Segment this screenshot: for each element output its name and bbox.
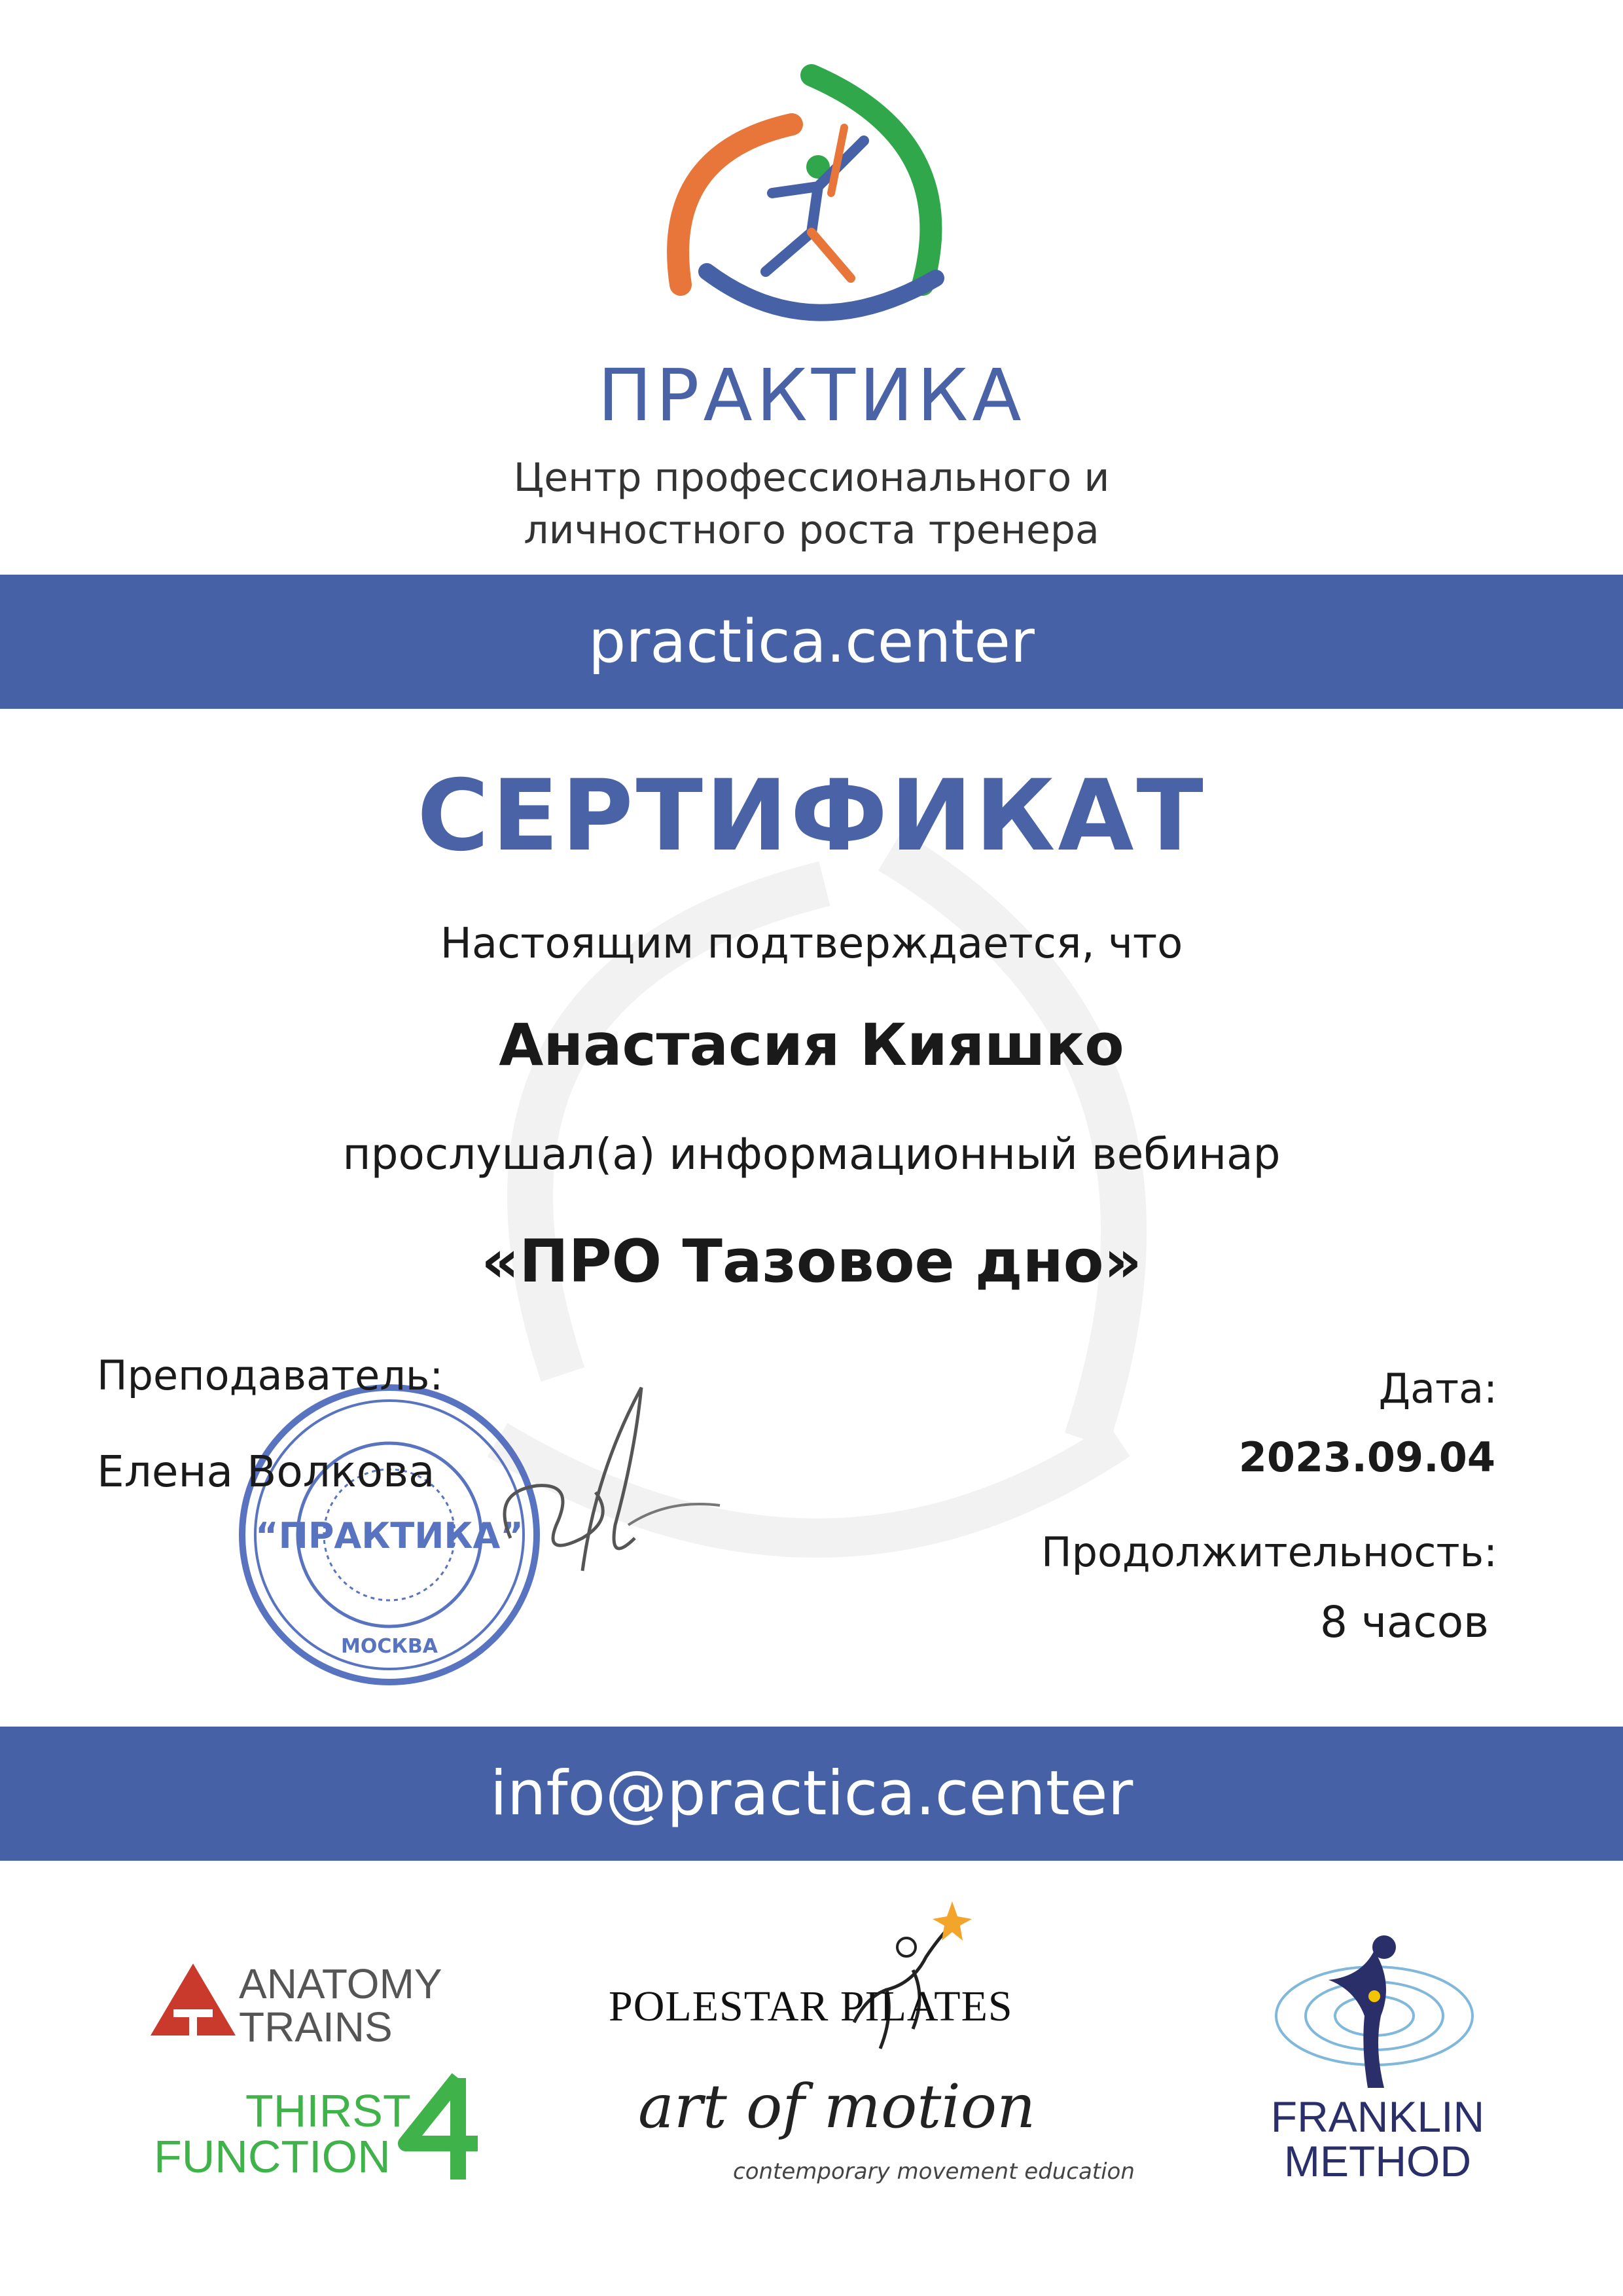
tagline-line2: личностного роста тренера xyxy=(524,507,1099,553)
date-label: Дата: xyxy=(1378,1365,1497,1412)
certificate-title: СЕРТИФИКАТ xyxy=(417,759,1206,873)
course-title: «ПРО Тазовое дно» xyxy=(481,1227,1142,1296)
signature xyxy=(484,1374,733,1610)
stamp-city: МОСКВА xyxy=(341,1635,438,1658)
email-band xyxy=(0,1727,1623,1861)
four-icon xyxy=(393,2072,484,2183)
thirst-line1: THIRST xyxy=(245,2085,411,2136)
stamp-center-text: “ПРАКТИКА” xyxy=(255,1515,524,1556)
anatomy-trains-logo xyxy=(239,1962,442,2049)
anatomy-trains-line1: ANATOMY xyxy=(239,1960,442,2007)
polestar-pilates-logo: POLESTAR PILATES xyxy=(609,1982,1013,2030)
date-value: 2023.09.04 xyxy=(1238,1433,1495,1481)
website-link[interactable]: practica.center xyxy=(588,607,1035,676)
thirst-function-logo xyxy=(154,2085,411,2182)
anatomy-trains-icon xyxy=(147,1960,239,2039)
franklin-dancer-icon xyxy=(1270,1931,1479,2094)
duration-value: 8 часов xyxy=(1320,1597,1489,1647)
brand-name: ПРАКТИКА xyxy=(597,353,1026,437)
franklin-line1: FRANKLIN xyxy=(1270,2092,1485,2141)
franklin-line2: METHOD xyxy=(1284,2137,1471,2185)
art-of-motion-subtitle: contemporary movement education xyxy=(733,2159,1135,2185)
tagline-line1: Центр профессионального и xyxy=(513,455,1110,501)
recipient-name: Анастасия Кияшко xyxy=(499,1011,1124,1079)
thirst-line2: FUNCTION xyxy=(154,2131,391,2182)
duration-label: Продолжительность: xyxy=(1041,1528,1497,1576)
franklin-method-logo xyxy=(1253,2094,1502,2183)
teacher-label: Преподаватель: xyxy=(97,1352,444,1399)
anatomy-trains-line2: TRAINS xyxy=(239,2003,393,2051)
confirm-text: Настоящим подтверждается, что xyxy=(440,920,1183,968)
praktika-logo-icon xyxy=(654,62,969,337)
brand-tagline xyxy=(0,452,1623,556)
art-of-motion-logo: art of motion xyxy=(638,2072,1036,2142)
action-text: прослушал(а) информационный вебинар xyxy=(342,1129,1281,1179)
website-band xyxy=(0,575,1623,709)
teacher-name: Елена Волкова xyxy=(97,1446,435,1497)
email-link[interactable]: info@practica.center xyxy=(490,1758,1133,1829)
